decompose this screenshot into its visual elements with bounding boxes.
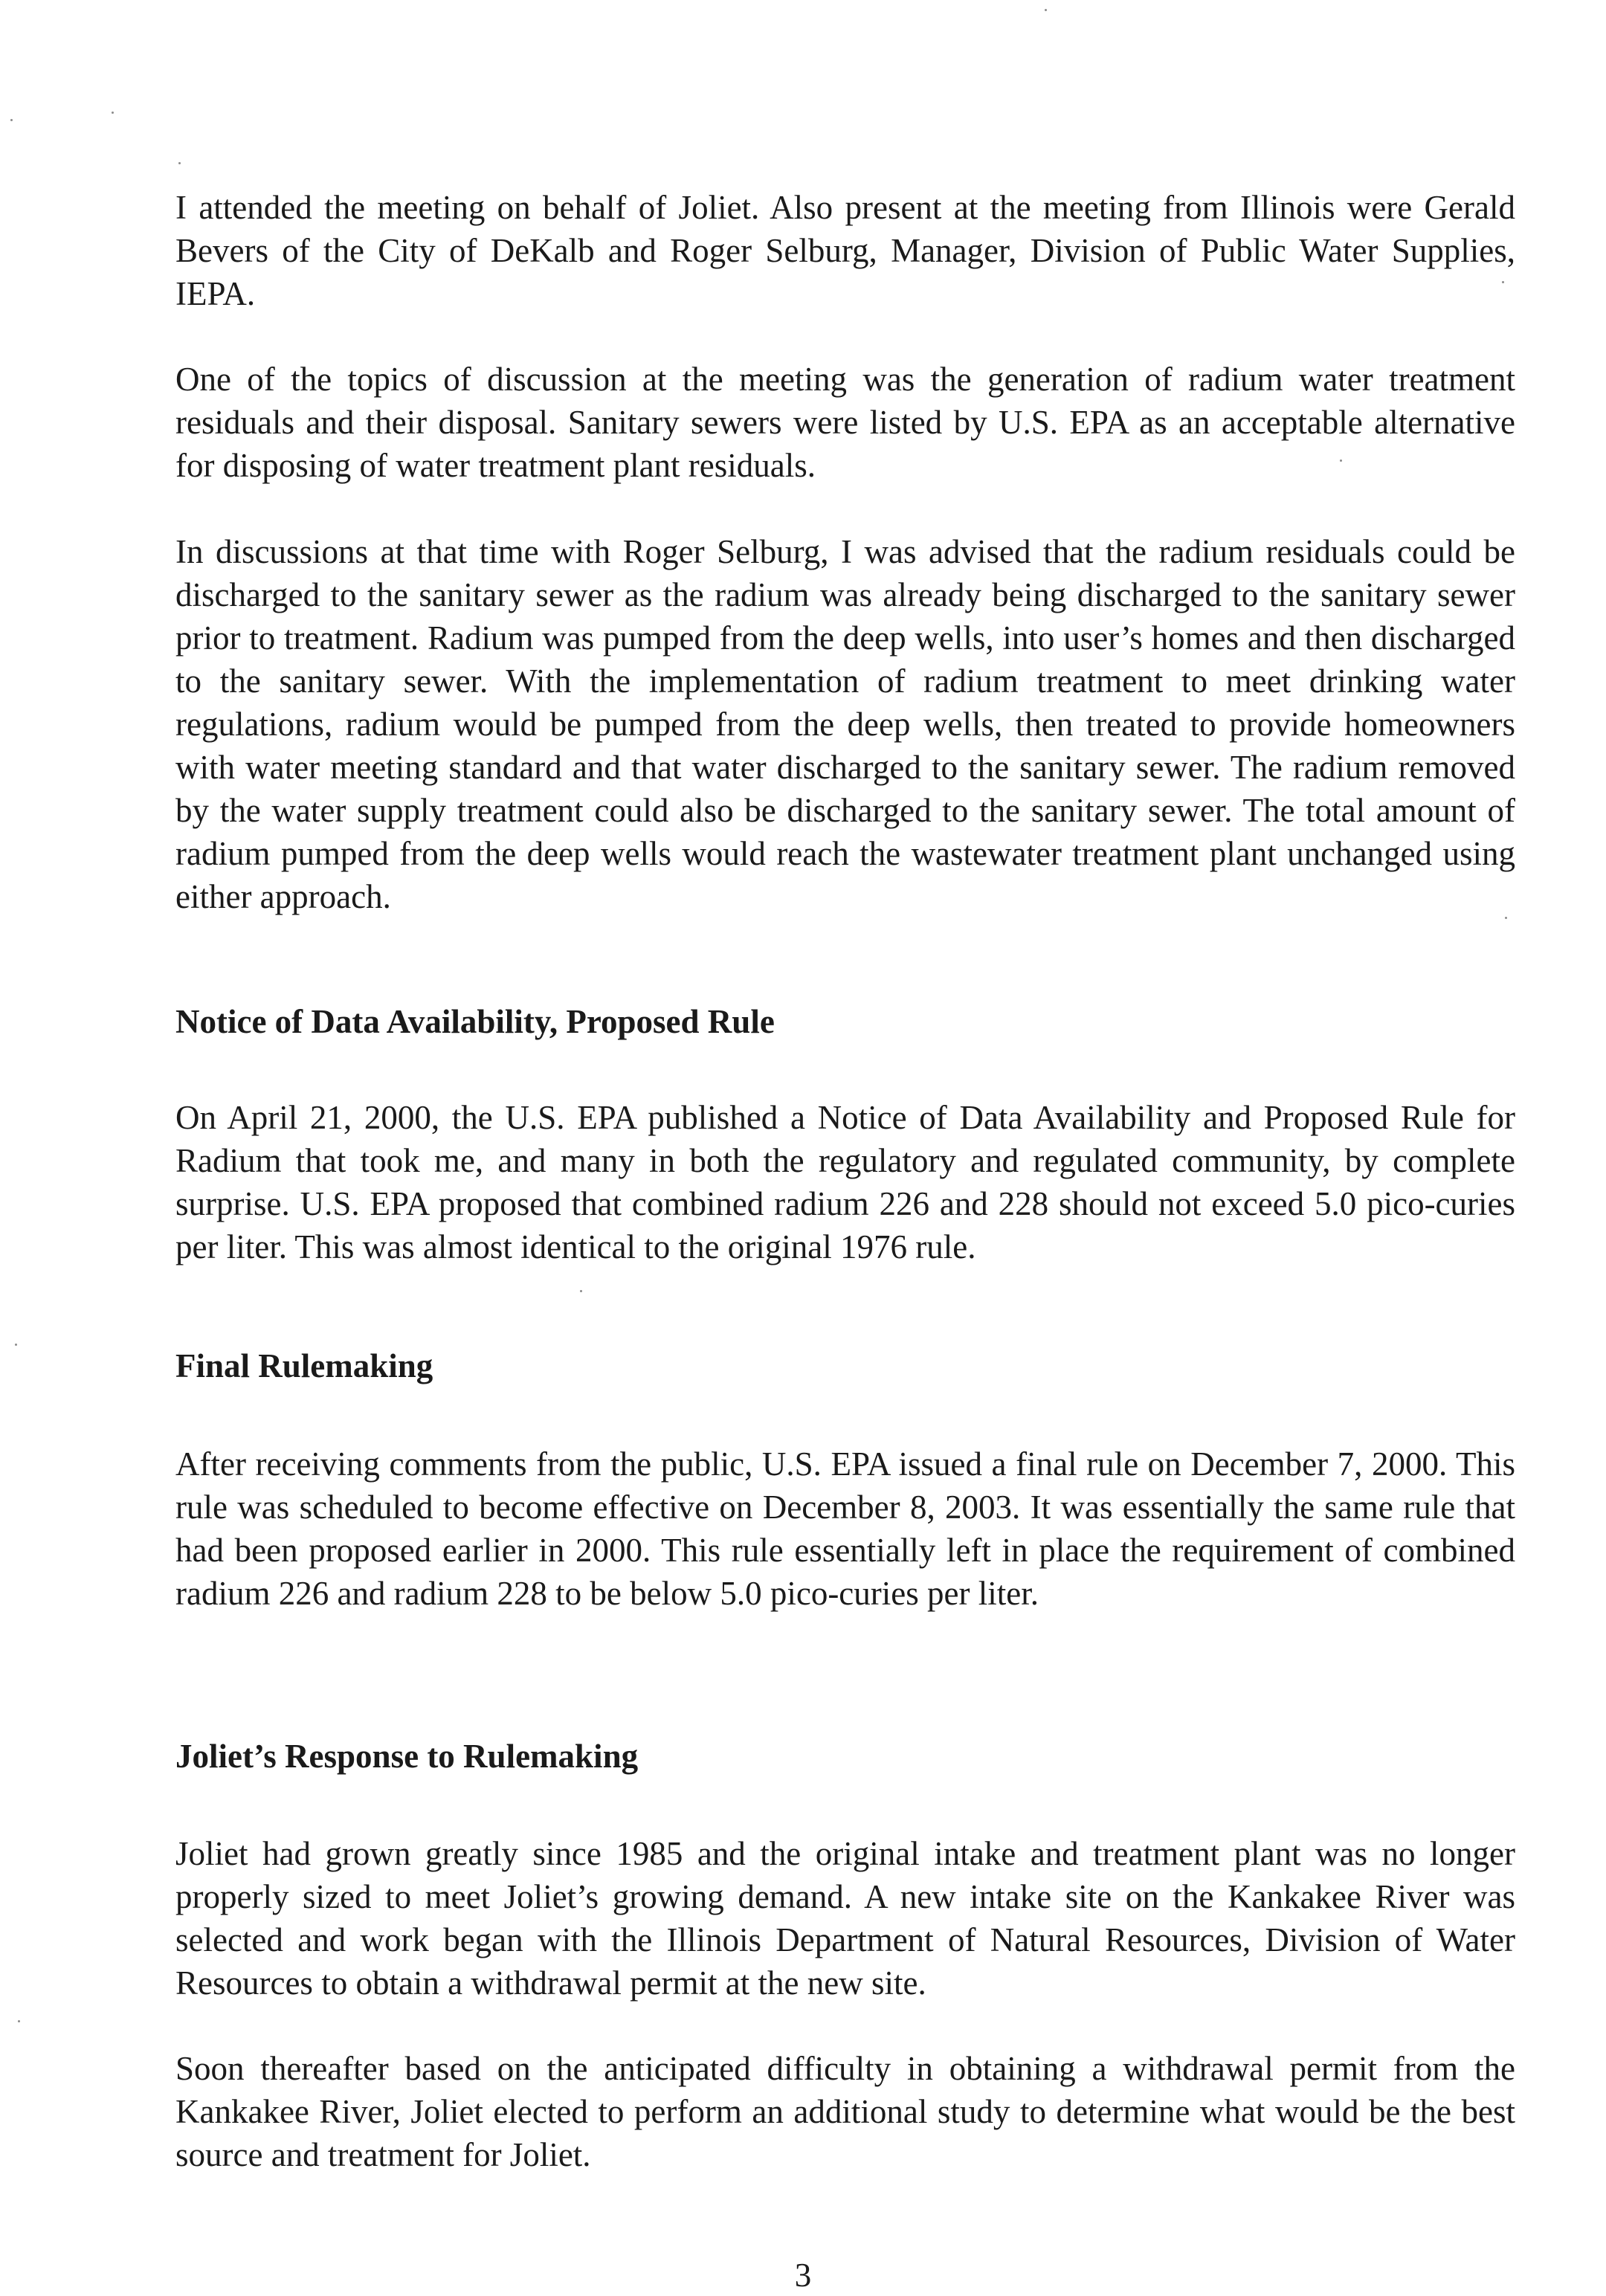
- body-paragraph: I attended the meeting on behalf of Joliet. Also present at the meeting from Illinois were Gerald Bevers of the City of DeKalb and Roger Selburg, Manager, Division of Public Water Supplies, IEPA.: [175, 189, 1515, 312]
- scan-speck: [112, 112, 114, 114]
- body-paragraph: One of the topics of discussion at the meeting was the generation of radium water treatment residuals and their disposal. Sanitary sewers were listed by U.S. EPA as an acceptable alternative for disposing of water treatment plant residuals.: [175, 361, 1515, 484]
- section-heading: Notice of Data Availability, Proposed Rule: [175, 1003, 775, 1040]
- section-heading: Final Rulemaking: [175, 1347, 433, 1384]
- body-paragraph: Soon thereafter based on the anticipated difficulty in obtaining a withdrawal permit from the Kankakee River, Joliet elected to perform an additional study to determine what would be the best source and treatment for Joliet.: [175, 2050, 1515, 2173]
- body-paragraph: After receiving comments from the public, U.S. EPA issued a final rule on December 7, 2000. This rule was scheduled to become effective on December 8, 2003. It was essentially the same rule that had been proposed earlier in 2000. This rule essentially left in place the requirement of combined radium 226 and radium 228 to be below 5.0 pico-curies per liter.: [175, 1445, 1515, 1612]
- scan-speck: [580, 1290, 582, 1292]
- scan-speck: [10, 119, 13, 121]
- scan-speck: [178, 162, 181, 164]
- scan-speck: [1045, 9, 1047, 11]
- body-paragraph: Joliet had grown greatly since 1985 and the original intake and treatment plant was no longer properly sized to meet Joliet’s growing demand. A new intake site on the Kankakee River was selected and work began with the Illinois Department of Natural Resources, Division of Water Resources to obtain a withdrawal permit at the new site.: [175, 1835, 1515, 2002]
- scan-speck: [18, 2020, 20, 2022]
- scan-speck: [15, 1344, 17, 1346]
- body-paragraph: On April 21, 2000, the U.S. EPA published a Notice of Data Availability and Proposed Rule for Radium that took me, and many in both the regulatory and regulated community, by complete surprise. U.S. EPA proposed that combined radium 226 and 228 should not exceed 5.0 pico-curies per liter. This was almost identical to the original 1976 rule.: [175, 1099, 1515, 1265]
- section-heading: Joliet’s Response to Rulemaking: [175, 1738, 639, 1775]
- body-paragraph: In discussions at that time with Roger Selburg, I was advised that the radium residuals could be discharged to the sanitary sewer as the radium was already being discharged to the sanitary sewer prior to treatment. Radium was pumped from the deep wells, into user’s homes and then discharged to the sanitary sewer. With the implementation of radium treatment to meet drinking water regulations, radium would be pumped from the deep wells, then treated to provide homeowners with water meeting standard and that water discharged to the sanitary sewer. The radium removed by the water supply treatment could also be discharged to the sanitary sewer. The total amount of radium pumped from the deep wells would reach the wastewater treatment plant unchanged using either approach.: [175, 533, 1515, 915]
- page-number: 3: [794, 2257, 812, 2294]
